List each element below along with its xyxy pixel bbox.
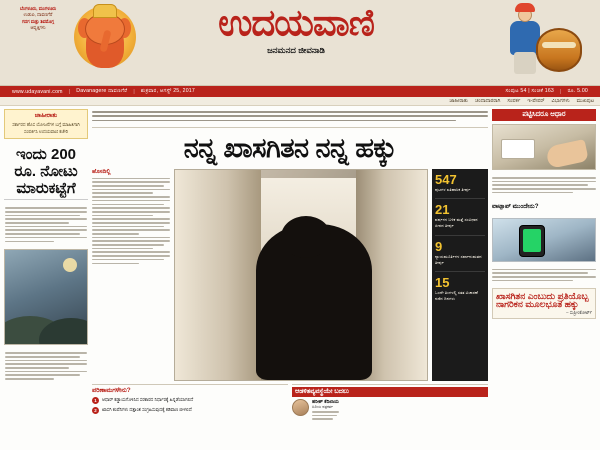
promo-box[interactable] [4,109,88,139]
promo-kicker: ಜಾಹೀರಾತು [34,113,58,119]
stat-number-1: 547 [435,171,457,187]
byline-text [312,399,339,422]
aadhaar-photo [492,124,596,170]
column-title[interactable]: ಆಡಳಿತವ್ಯವಸ್ಥೆಯೇ ಬದಲು [292,387,488,397]
stat-label-4: ಒಂದೇ ತಿಂಗಳಲ್ಲಿ ಸತತ ವಿಚಾರಣೆ ನಡೆದ ದಿನಗಳು [435,290,478,302]
stat-item-4 [435,271,485,303]
ganesha-icon [66,2,144,78]
left-rail [4,109,88,446]
qa-text-1: ಆಧಾರ್‌ ಕಡ್ಡಾಯಗೊಳಿಸಿದ ಸರಕಾರದ ನಿರ್ಧಾರಕ್ಕೆ ಹಿನ್ನಡೆಯಾಗಲಿದೆ [102,397,194,402]
text-lines-left-2 [5,352,87,379]
edition-line-4: ಆವೃತ್ತಿಗಳು [30,25,46,31]
qa-number-1: 1 [92,397,99,404]
edition-corner-box [3,4,73,40]
text-lines-left-1 [5,207,87,242]
stat-number-3: 9 [435,238,443,254]
right-rail [492,109,596,446]
paper-tagline: ಜನಮನದ ಜೀವನಾಡಿ [267,45,325,55]
cover-price: ರೂ. 5.00 [567,88,588,94]
text-lines-right-1 [492,177,596,193]
right-section-1-title[interactable]: ಪಟ್ಟಿಸಿದರೂ ಆಧಾರ [492,109,596,121]
center-column [92,109,488,446]
stat-number-2: 21 [435,201,450,217]
byline-name: ಹರೀಶ್‌ ಕೆದಿಲಾಯ [312,399,339,404]
qa-number-2: 2 [92,407,99,414]
stat-item-2 [435,198,485,230]
silhouette-head [281,216,331,258]
stat-item-1 [435,173,485,193]
stat-label-1: ಪುಟಗಳ ಐತಿಹಾಸಿಕ ತೀರ್ಪು [435,186,471,192]
byline-role: ಹಿರಿಯ ಪತ್ರಕರ್ತ [312,404,334,409]
right-section-2-text [492,265,596,286]
website-link[interactable]: www.udayavani.com [12,88,63,95]
statistics-panel [432,169,488,381]
nav-item-epaper[interactable]: ಇ-ಪೇಪರ್ [527,98,545,104]
curtain-left [175,170,261,380]
qa-text-2: ಖಾಸಗಿ ಕಂಪೆನಿಗಳು ದತ್ತಾಂಶ ಸಂಗ್ರಹಿಸುವುದಕ್ಕೆ ಕಡಿವಾಣ ಬೀಳಲಿದೆ [102,406,192,412]
left-rail-photo [4,249,88,345]
quote-box [492,288,596,319]
volume-issue: ಸಂಪುಟ 54 | ಸಂಚಿಕೆ 163 [505,88,554,94]
stat-item-3 [435,235,485,267]
nav-strip [0,97,600,106]
drummer-legs [514,52,536,74]
nav-item-contact[interactable]: ಸಂಪರ್ಕ [507,98,521,104]
ganesha-crown [93,4,117,18]
qa-block [92,384,288,446]
paper-title: ಉದಯವಾಣಿ [218,2,374,43]
right-section-1-text [492,173,596,198]
phone-shape [519,225,545,257]
text-lines-right-2 [492,269,596,282]
issue-date: ಶುಕ್ರವಾರ, ಆಗಸ್ಟ್ 25, 2017 [140,88,195,94]
infobar-separator-3: | [560,88,562,95]
infobar-separator-2: | [133,88,135,95]
center-body [92,169,488,381]
top-teaser-block[interactable] [92,109,488,128]
whatsapp-icon [523,229,541,252]
nav-item-ads[interactable]: ಜಾಹೀರಾತು [449,98,468,104]
page-body [0,106,600,450]
lead-story-text [92,169,170,381]
infobar-separator-1: | [68,88,71,95]
text-lines-column [312,411,339,420]
qa-item-1[interactable] [92,397,288,404]
byline [292,399,488,422]
sun-shape [63,258,77,272]
stat-label-2: ವರ್ಷಗಳ ಬಳಿಕ ಮತ್ತೆ ಸಂವಿಧಾನ ಪೀಠದ ತೀರ್ಪು [435,216,478,229]
bottom-row [92,384,488,446]
right-section-2-title[interactable]: ವಾಟ್ಸಾಪ್‌ ಮುಂದೇನು? [492,202,539,210]
main-headline[interactable]: ನನ್ನ ಖಾಸಗಿತನ ನನ್ನ ಹಕ್ಕು [183,132,397,163]
aadhaar-card-shape [501,139,535,159]
whatsapp-photo [492,218,596,262]
drummer-turban [515,3,535,12]
edition-name: Davanagere ದಾವಣಗೆರೆ [76,88,128,94]
left-rail-article-text-2 [4,348,88,384]
hand-shape [545,139,589,169]
nav-item-home[interactable]: ಮುಖಪುಟ [576,98,594,104]
quote-author: – ಸುಪ್ರೀಂಕೋರ್ಟ್‌ [566,310,592,316]
left-rail-article-text [4,203,88,246]
nav-item-subscribe[interactable]: ಚಂದಾದಾರರಾಗಿ [474,98,501,104]
drum-band [542,42,576,48]
edition-line-3: ಗದಗ ಮತ್ತು ಶಿವಮೊಗ್ಗ [22,18,54,24]
qa-title: ಪರಿಣಾಮಗಳೇನು? [92,387,131,394]
text-lines-lead [92,178,170,264]
left-rail-headline[interactable]: ಇಂದು 200 ರೂ. ನೋಟು ಮಾರುಕಟ್ಟೆಗೆ [4,142,88,200]
main-photo [174,169,428,381]
stat-label-3: ನ್ಯಾಯಮೂರ್ತಿಗಳ ಸರ್ವಾನುಮತದ ತೀರ್ಪು [435,253,482,265]
dateline: ಹೊಸದಿಲ್ಲಿ [92,168,111,175]
right-section-2 [492,201,596,215]
text-lines-teaser [92,111,488,121]
stat-number-4: 15 [435,275,450,291]
quote-text: ಖಾಸಗಿತನ ಎಂಬುದು ಪ್ರತಿಯೊಬ್ಬ ನಾಗರಿಕನ ಮೂಲಭೂತ ಹಕ್ಕು [496,291,589,310]
drum-shape [536,28,582,72]
masthead-info-bar [0,86,600,97]
columnist-portrait-icon [292,399,309,416]
qa-item-2[interactable] [92,407,288,414]
drummer-icon [502,2,594,80]
masthead [0,0,600,86]
edition-line-1: ಬೆಂಗಳೂರು, ಮಂಗಳೂರು [19,6,57,11]
edition-line-2: ಉಡುಪಿ, ದಾವಣಗೆರೆ [23,12,53,18]
masthead-title-block [146,2,446,56]
promo-subtext: ಸರ್ಕಾರದ ಹೊಸ ಯೋಜನೆಗಳ ಬಗ್ಗೆ ಮಾಹಿತಿಗಾಗಿ ಸಂಪರ್ಕಿಸಿ ಉದಯವಾಣಿ ಕಚೇರಿ [12,122,80,134]
columnist-block [292,384,488,446]
nav-item-sections[interactable]: ವಿಭಾಗಗಳು [551,98,570,104]
